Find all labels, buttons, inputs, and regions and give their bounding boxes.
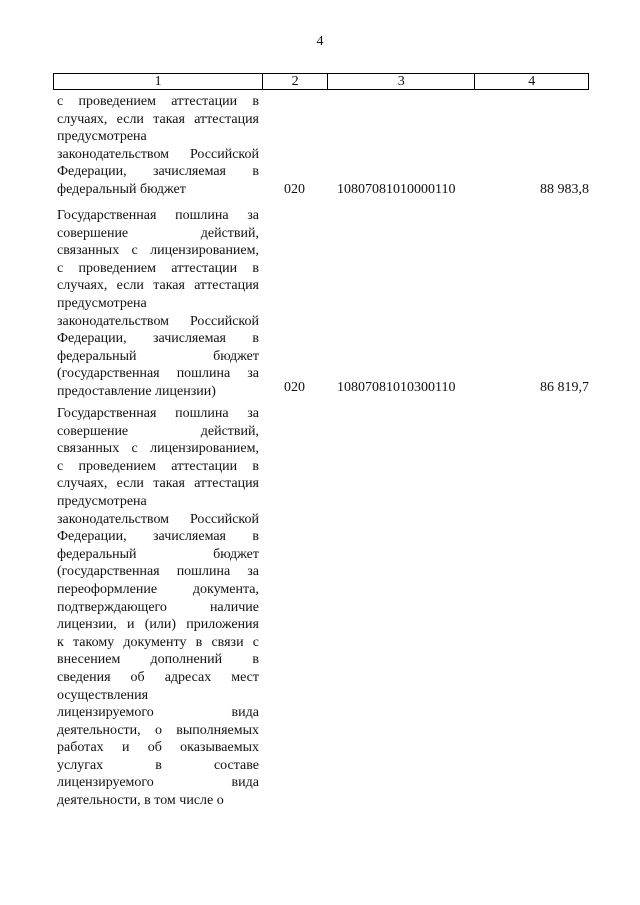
description-line: Государственная пошлина за [57,406,259,421]
description-line: Федерации, зачисляемая в [57,331,259,347]
table-header-col-3: 3 [328,74,475,89]
description-line: с проведением аттестации в [57,458,259,474]
description-line: предоставление лицензии) [57,383,216,399]
description-line: случаях, если такая аттестация [57,278,259,294]
description-line: переоформление документа, [57,581,259,597]
description-line: Федерации, зачисляемая в [57,529,259,545]
description-line: осуществления [57,687,149,703]
table-header-col-4: 4 [528,74,536,89]
description-line: законодательством Российской [57,146,259,162]
description-line: предусмотрена [57,295,147,311]
table-row [57,405,589,809]
table-header-row [53,73,589,90]
row-description [57,93,259,199]
description-line: Федерации, зачисляемая в [57,164,259,180]
row-kbk: 10807081010000110 [337,182,456,198]
description-line: связанных с лицензированием, [57,441,259,457]
table-row [57,93,589,199]
description-line: деятельности, в том числе о [57,793,224,809]
description-line: законодательством Российской [57,313,259,329]
description-line: случаях, если такая аттестация [57,111,259,127]
description-line: федеральный бюджет [57,546,259,562]
row-code: 020 [284,380,305,396]
page-number: 4 [316,34,324,49]
description-line: связанных с лицензированием, [57,243,259,259]
description-line: федеральный бюджет [57,348,259,364]
description-line: сведения об адресах мест [57,669,259,685]
description-line: федеральный бюджет [57,181,186,197]
description-line: лицензии, и (или) приложения [57,617,259,633]
description-line: лицензируемого вида [57,775,259,791]
description-line: случаях, если такая аттестация [57,476,259,492]
description-line: с проведением аттестации в [57,94,259,109]
description-line: работах и об оказываемых [57,740,259,756]
description-line: услугах в составе [57,757,259,773]
description-line: предусмотрена [57,129,147,145]
table-header-col-1: 1 [54,74,263,89]
description-line: с проведением аттестации в [57,260,259,276]
description-line: совершение действий, [57,423,259,439]
description-line: к такому документу в связи с [57,634,259,650]
description-line: деятельности, о выполняемых [57,722,259,738]
description-line: (государственная пошлина за [57,564,259,580]
row-description [57,405,259,810]
row-kbk: 10807081010300110 [337,380,456,396]
description-line: (государственная пошлина за [57,366,259,382]
description-line: совершение действий, [57,225,259,241]
table-header-col-2: 2 [263,74,328,89]
row-description [57,207,259,401]
description-line: лицензируемого вида [57,705,259,721]
row-code: 020 [284,182,305,198]
description-line: Государственная пошлина за [57,208,259,223]
description-line: законодательством Российской [57,511,259,527]
description-line: внесением дополнений в [57,652,259,668]
row-amount: 86 819,7 [540,380,589,396]
description-line: предусмотрена [57,493,147,509]
description-line: подтверждающего наличие [57,599,259,615]
table-row [57,207,589,397]
row-amount: 88 983,8 [540,182,589,198]
